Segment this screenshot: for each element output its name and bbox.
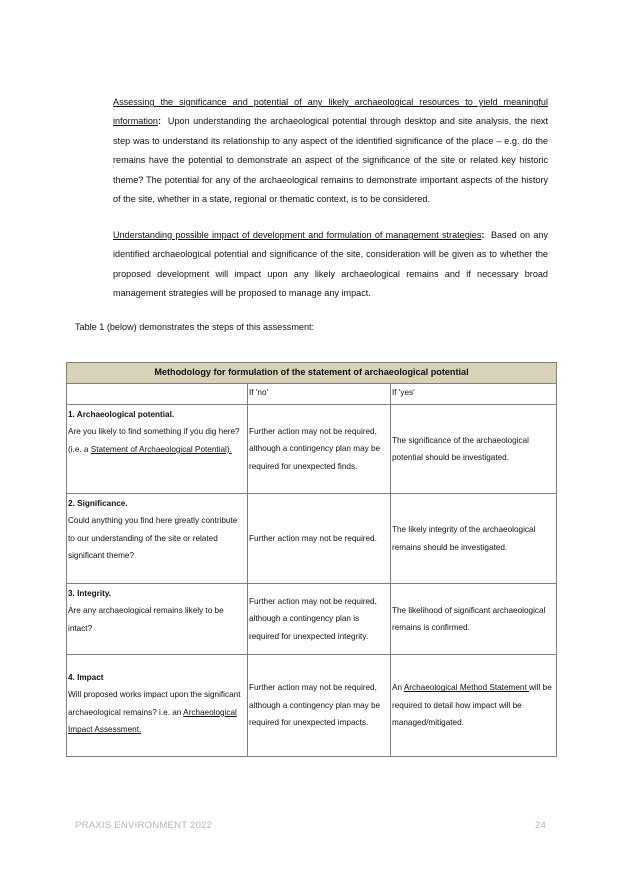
step-cell xyxy=(67,655,248,757)
paragraph-impact xyxy=(113,226,548,304)
table-row xyxy=(67,494,557,584)
step-question: Will proposed works impact upon the significant archaeological remains? i.e. an xyxy=(68,690,241,717)
step-link[interactable]: Statement of Archaeological Potential). xyxy=(90,444,232,454)
methodology-table xyxy=(66,362,557,757)
table-intro-text: Table 1 (below) demonstrates the steps of this assessment: xyxy=(75,322,315,332)
footer-company: PRAXIS ENVIRONMENT 2022 xyxy=(75,820,213,831)
footer-page-number: 24 xyxy=(535,820,547,831)
if-yes-cell: The significance of the archaeological potential should be investigated. xyxy=(391,405,557,494)
step-question: Could anything you find here greatly contribute to our understanding of the site or related significant theme? xyxy=(68,516,238,561)
if-no-cell: Further action may not be required, although a contingency plan is required for unexpected integrity. xyxy=(248,584,391,655)
step-cell xyxy=(67,494,248,584)
if-no-cell: Further action may not be required, although a contingency plan may be required for unexpected impacts. xyxy=(248,655,391,757)
step-heading: 3. Integrity. xyxy=(68,589,112,598)
step-link[interactable]: Archaeological Impact Assessment. xyxy=(68,707,237,735)
if-yes-prefix: An xyxy=(392,683,404,693)
table-row xyxy=(67,405,557,494)
step-cell xyxy=(67,405,248,494)
if-yes-cell: The likely integrity of the archaeological remains should be investigated. xyxy=(391,494,557,584)
paragraph-heading: Assessing the significance and potential of any likely archaeological resources to yield meaningful information xyxy=(113,97,548,127)
step-question: Are you likely to find something if you dig here? (i.e. a xyxy=(68,427,240,454)
if-no-cell: Further action may not be required. xyxy=(248,494,391,584)
step-cell xyxy=(67,584,248,655)
if-yes-cell xyxy=(391,655,557,757)
if-yes-cell: The likelihood of significant archaeological remains is confirmed. xyxy=(391,584,557,655)
if-yes-text: will be required to detail how impact will be managed/mitigated. xyxy=(392,683,552,728)
table-row xyxy=(67,584,557,655)
if-no-cell: Further action may not be required, although a contingency plan may be required for unexpected finds. xyxy=(248,405,391,494)
header-cell-no: If 'no' xyxy=(248,384,391,405)
table-header-row xyxy=(67,384,557,405)
heading-separator: : xyxy=(481,230,485,240)
heading-separator: : xyxy=(158,116,162,127)
paragraph-significance xyxy=(113,93,548,209)
paragraph-body: Based on any identified archaeological potential and significance of the site, consideration will be given as to whether the proposed development will impact upon any likely archaeological remains and if necessary broad management strategies will be proposed to manage any impact. xyxy=(113,230,548,299)
paragraph-body: Upon understanding the archaeological potential through desktop and site analysis, the next step was to understand its relationship to any aspect of the identified significance of the place – e.g. do the remains have the potential to demonstrate an aspect of the significance of the site or related key historic theme? The potential for any of the archaeological remains to demonstrate important aspects of the history of the site, whether in a state, regional or thematic context, is to be considered. xyxy=(113,116,548,205)
method-statement-link[interactable]: Archaeological Method Statement xyxy=(403,683,530,693)
step-heading: 1. Archaeological potential. xyxy=(68,410,175,419)
table-row xyxy=(67,655,557,757)
step-heading: 4. Impact xyxy=(68,673,104,682)
header-cell-empty xyxy=(67,384,248,405)
paragraph-heading: Understanding possible impact of development and formulation of management strategies xyxy=(113,230,482,240)
step-question: Are any archaeological remains likely to be intact? xyxy=(68,606,224,633)
header-cell-yes: If 'yes' xyxy=(391,384,557,405)
step-heading: 2. Significance. xyxy=(68,499,128,508)
table-title: Methodology for formulation of the statement of archaeological potential xyxy=(67,363,557,384)
